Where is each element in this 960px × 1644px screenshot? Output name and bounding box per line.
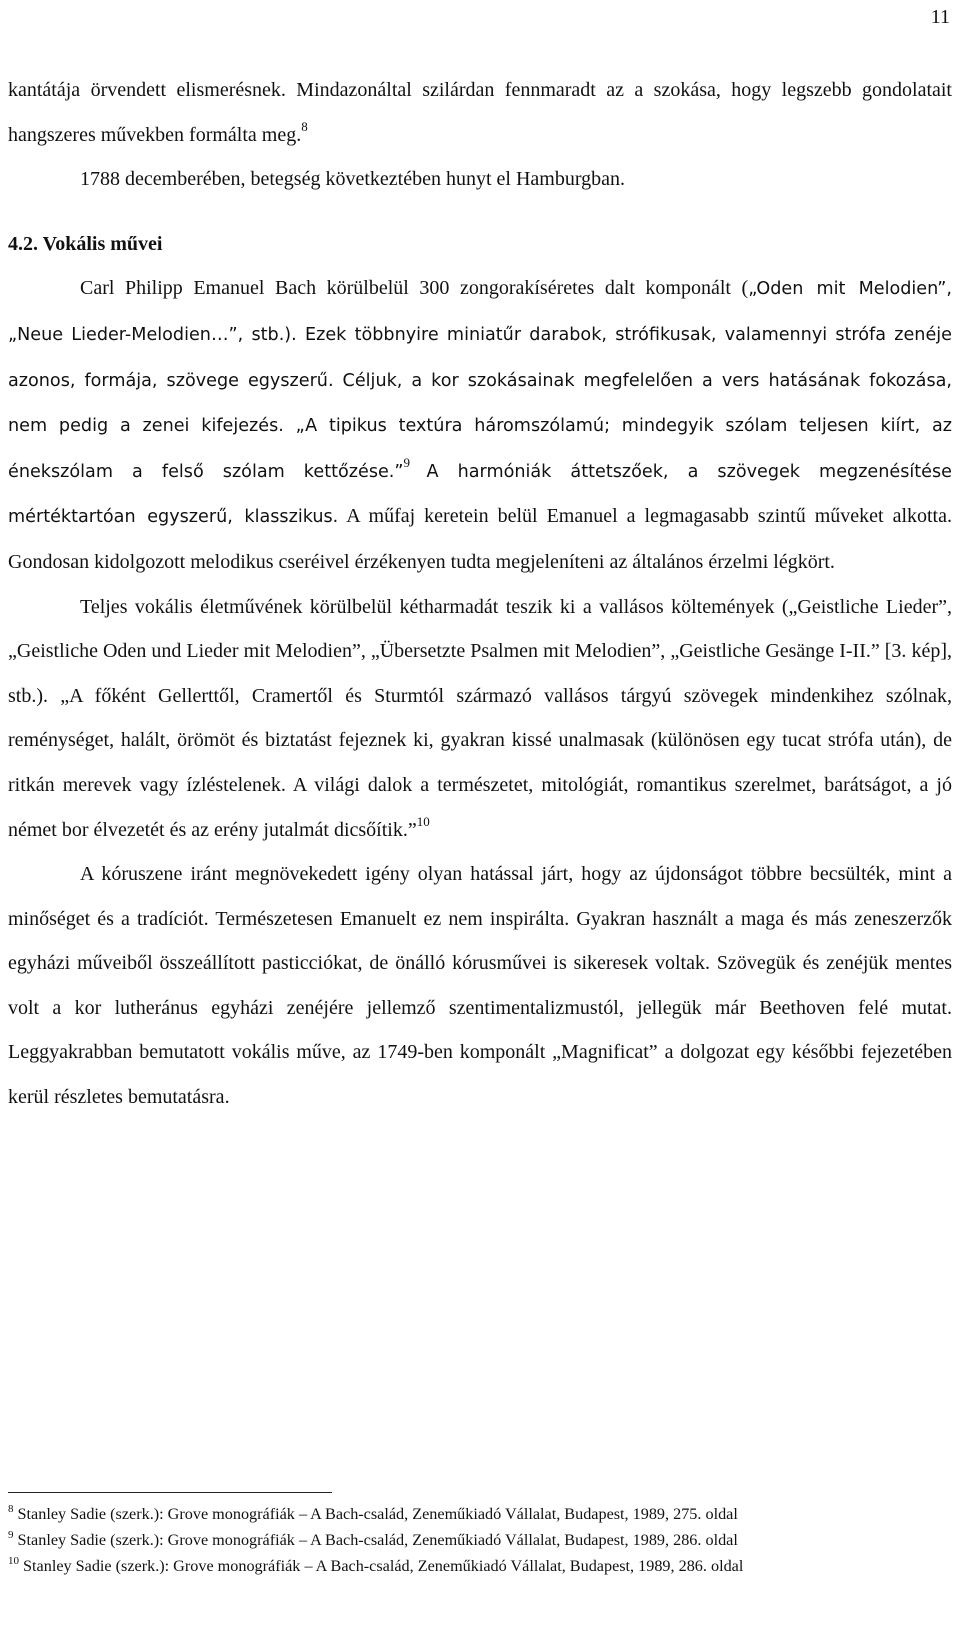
paragraph-2: 1788 decemberében, betegség következtében hunyt el Hamburgban. bbox=[80, 168, 625, 191]
paragraph-3-continuation: A harmóniák áttetszőek, a szövegek megzenésítése mértéktartóan egyszerű, klasszikus. bbox=[8, 461, 952, 528]
footnote-number: 9 bbox=[8, 1528, 14, 1541]
paragraph-1 bbox=[8, 68, 952, 157]
footnotes bbox=[8, 1504, 948, 1582]
footnote-ref-8[interactable]: 8 bbox=[301, 118, 308, 134]
footnote-ref-9[interactable]: 9 bbox=[403, 455, 411, 471]
paragraph-3-quote: „Oden mit Melodien”, „Neue Lieder-Melodien…”, stb.). Ezek többnyire miniatűr darabok, strófikusak, valamennyi strófa zenéje azonos, formája, szövege egyszerű. Céljuk, a kor szokásainak megfelelően a vers hatásának fokozása, nem pedig a zenei kifejezés. „A tipikus textúra háromszólamú; mindegyik szólam teljesen kiírt, az énekszólam a felső szólam kettőzése.” bbox=[8, 279, 952, 482]
footnote-9 bbox=[8, 1530, 948, 1551]
footnote-text: Stanley Sadie (szerk.): Grove monográfiák – A Bach-család, Zeneműkiadó Vállalat, Budapest, 1989, 286. oldal bbox=[23, 1557, 744, 1575]
paragraph-3 bbox=[8, 266, 952, 584]
paragraph-3-conclusion: A műfaj keretein belül Emanuel a legmagasabb szintű műveket alkotta. Gondosan kidolgozott melodikus cseréivel érzékenyen tudta megjeleníteni az általános érzelmi légkört. bbox=[8, 505, 952, 573]
paragraph-3-intro: Carl Philipp Emanuel Bach körülbelül 300 zongorakíséretes dalt komponált ( bbox=[80, 277, 749, 300]
footnote-text: Stanley Sadie (szerk.): Grove monográfiák – A Bach-család, Zeneműkiadó Vállalat, Budapest, 1989, 275. oldal bbox=[17, 1505, 738, 1523]
section-heading: 4.2. Vokális művei bbox=[8, 232, 163, 255]
footnote-divider bbox=[8, 1492, 332, 1493]
footnote-number: 10 bbox=[8, 1554, 19, 1567]
body-text bbox=[8, 68, 952, 1120]
footnote-10 bbox=[8, 1556, 948, 1577]
footnote-ref-10[interactable]: 10 bbox=[416, 813, 430, 829]
paragraph-4-text: Teljes vokális életművének körülbelül kétharmadát teszik ki a vallásos költemények („Geistliche Lieder”, „Geistliche Oden und Lieder mit Melodien”, „Übersetzte Psalmen mit Melodien”, „Geistliche Gesänge I-II.” [3. kép], stb.). „A főként Gellerttől, Cramertől és Sturmtól származó vallásos tárgyú szövegek mindenkihez szólnak, reménységet, halált, örömöt és biztatást fejeznek ki, gyakran kissé unalmasak (különösen egy tucat strófa után), de ritkán merevek vagy ízléstelenek. A világi dalok a természetet, mitológiát, romantikus szerelmet, barátságot, a jó német bor élvezetét és az erény jutalmát dicsőítik.” bbox=[8, 595, 952, 841]
paragraph-5: A kóruszene iránt megnövekedett igény olyan hatással járt, hogy az újdonságot többre becsülték, mint a minőséget és a tradíciót. Természetesen Emanuelt ez nem inspirálta. Gyakran használt a maga és más zeneszerzők egyházi műveiből összeállított pasticciókat, de önálló kórusművei is sikeresek voltak. Szövegük és zenéjük mentes volt a kor lutheránus egyházi zenéjére jellemző szentimentalizmustól, jellegük már Beethoven felé mutat. Leggyakrabban bemutatott vokális műve, az 1749-ben komponált „Magnificat” a dolgozat egy későbbi fejezetében kerül részletes bemutatásra. bbox=[8, 863, 952, 1109]
paragraph-4 bbox=[8, 585, 952, 853]
footnote-8 bbox=[8, 1504, 948, 1525]
page-number: 11 bbox=[930, 6, 950, 28]
footnote-number: 8 bbox=[8, 1502, 14, 1515]
footnote-text: Stanley Sadie (szerk.): Grove monográfiák – A Bach-család, Zeneműkiadó Vállalat, Budapest, 1989, 286. oldal bbox=[17, 1531, 738, 1549]
paragraph-1-text: kantátája örvendett elismerésnek. Mindazonáltal szilárdan fennmaradt az a szokása, hogy legszebb gondolatait hangszeres művekben formálta meg. bbox=[8, 79, 952, 146]
